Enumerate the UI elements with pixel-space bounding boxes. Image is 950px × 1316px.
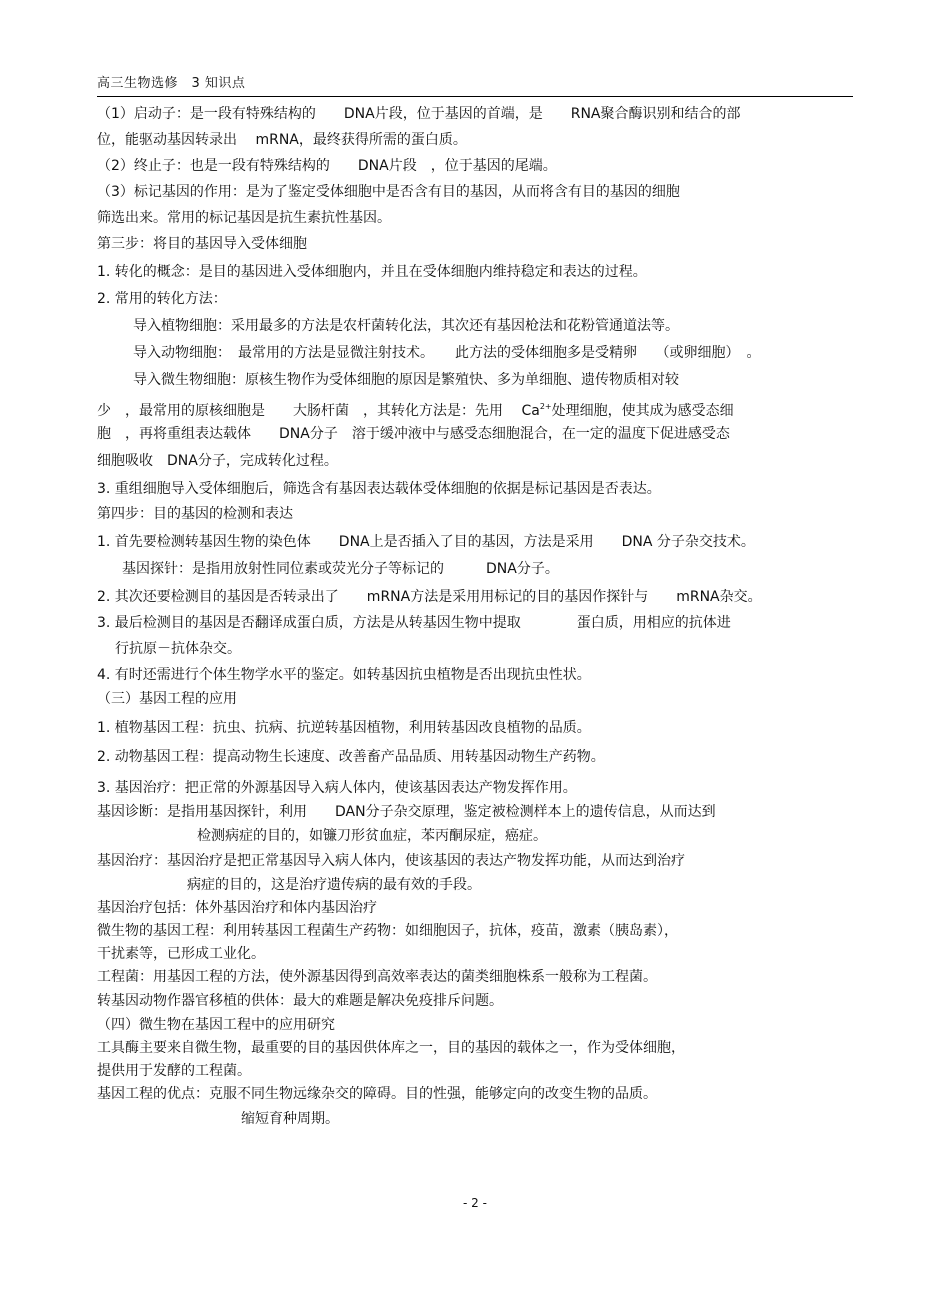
header-divider <box>97 96 853 97</box>
text-segment: 少 ，最常用的原核细胞是 大肠杆菌 ，其转化方法是：先用 Ca <box>97 403 540 419</box>
text-line: 2. 其次还要检测目的基因是否转录出了 mRNA方法是采用用标记的目的基因作探针与 mRNA杂交。 <box>97 589 762 605</box>
text-line: 1. 首先要检测转基因生物的染色体 DNA上是否插入了目的基因，方法是采用 DNA 分子杂交技术。 <box>97 534 755 550</box>
text-line: 工程菌：用基因工程的方法，使外源基因得到高效率表达的菌类细胞株系一般称为工程菌。 <box>97 969 657 985</box>
text-line: 2. 动物基因工程：提高动物生长速度、改善畜产品品质、用转基因动物生产药物。 <box>97 749 605 765</box>
text-line: 检测病症的目的，如镰刀形贫血症，苯丙酮尿症，癌症。 <box>197 828 547 844</box>
text-line: 3. 基因治疗：把正常的外源基因导入病人体内，使该基因表达产物发挥作用。 <box>97 780 577 796</box>
text-line: 微生物的基因工程：利用转基因工程菌生产药物：如细胞因子，抗体，疫苗，激素（胰岛素）， <box>97 923 678 939</box>
text-line: 2. 常用的转化方法： <box>97 291 227 307</box>
text-line: 导入动物细胞： 最常用的方法是显微注射技术。 此方法的受体细胞多是受精卵 （或卵细胞） 。 <box>133 345 761 361</box>
section-heading: 第三步：将目的基因导入受体细胞 <box>97 236 307 252</box>
text-line: 工具酶主要来自微生物，最重要的目的基因供体库之一，目的基因的载体之一，作为受体细胞， <box>97 1040 685 1056</box>
text-line: 转基因动物作器官移植的供体：最大的难题是解决免疫排斥问题。 <box>97 993 503 1009</box>
text-line: 3. 最后检测目的基因是否翻译成蛋白质，方法是从转基因生物中提取 蛋白质，用相应的抗体进 <box>97 615 731 631</box>
text-line: 病症的目的，这是治疗遗传病的最有效的手段。 <box>187 877 481 893</box>
text-line: 缩短育种周期。 <box>241 1111 339 1127</box>
text-line: （2）终止子：也是一段有特殊结构的 DNA片段 ，位于基因的尾端。 <box>97 158 557 174</box>
text-line: 4. 有时还需进行个体生物学水平的鉴定。如转基因抗虫植物是否出现抗虫性状。 <box>97 667 591 683</box>
text-line: 细胞吸收 DNA分子，完成转化过程。 <box>97 453 338 469</box>
text-line: 干扰素等，已形成工业化。 <box>97 946 265 962</box>
text-line: （3）标记基因的作用：是为了鉴定受体细胞中是否含有目的基因，从而将含有目的基因的细胞 <box>97 184 680 200</box>
text-line: （1）启动子：是一段有特殊结构的 DNA片段，位于基因的首端，是 RNA聚合酶识别和结合的部 <box>97 106 741 122</box>
section-heading: （四）微生物在基因工程中的应用研究 <box>97 1017 335 1033</box>
text-line: 行抗原－抗体杂交。 <box>115 641 241 657</box>
text-line: 基因诊断：是指用基因探针，利用 DAN分子杂交原理，鉴定被检测样本上的遗传信息，从而达到 <box>97 804 716 820</box>
text-line: 提供用于发酵的工程菌。 <box>97 1063 251 1079</box>
text-line: 基因治疗包括：体外基因治疗和体内基因治疗 <box>97 900 377 916</box>
text-line: 胞 ，再将重组表达载体 DNA分子 溶于缓冲液中与感受态细胞混合，在一定的温度下促进感受态 <box>97 426 730 442</box>
text-segment: 处理细胞，使其成为感受态细 <box>551 403 734 419</box>
text-line <box>97 398 734 420</box>
text-line: 1. 植物基因工程：抗虫、抗病、抗逆转基因植物，利用转基因改良植物的品质。 <box>97 720 591 736</box>
text-line: 1. 转化的概念：是目的基因进入受体细胞内，并且在受体细胞内维持稳定和表达的过程。 <box>97 264 647 280</box>
text-line: 导入微生物细胞：原核生物作为受体细胞的原因是繁殖快、多为单细胞、遗传物质相对较 <box>133 372 679 388</box>
text-line: 位，能驱动基因转录出 mRNA，最终获得所需的蛋白质。 <box>97 132 467 148</box>
text-line: 3. 重组细胞导入受体细胞后，筛选含有基因表达载体受体细胞的依据是标记基因是否表达。 <box>97 481 661 497</box>
section-heading: （三）基因工程的应用 <box>97 691 237 707</box>
page-header-title: 高三生物选修 3 知识点 <box>97 76 246 91</box>
text-line: 筛选出来。常用的标记基因是抗生素抗性基因。 <box>97 210 391 226</box>
superscript: 2+ <box>539 402 552 411</box>
text-line: 基因探针：是指用放射性同位素或荧光分子等标记的 DNA分子。 <box>122 561 559 577</box>
page-number: - 2 - <box>463 1196 487 1210</box>
text-line: 导入植物细胞：采用最多的方法是农杆菌转化法，其次还有基因枪法和花粉管通道法等。 <box>133 318 679 334</box>
text-line: 基因治疗：基因治疗是把正常基因导入病人体内，使该基因的表达产物发挥功能，从而达到治疗 <box>97 853 685 869</box>
section-heading: 第四步：目的基因的检测和表达 <box>97 506 293 522</box>
text-line: 基因工程的优点：克服不同生物远缘杂交的障碍。目的性强，能够定向的改变生物的品质。 <box>97 1086 657 1102</box>
